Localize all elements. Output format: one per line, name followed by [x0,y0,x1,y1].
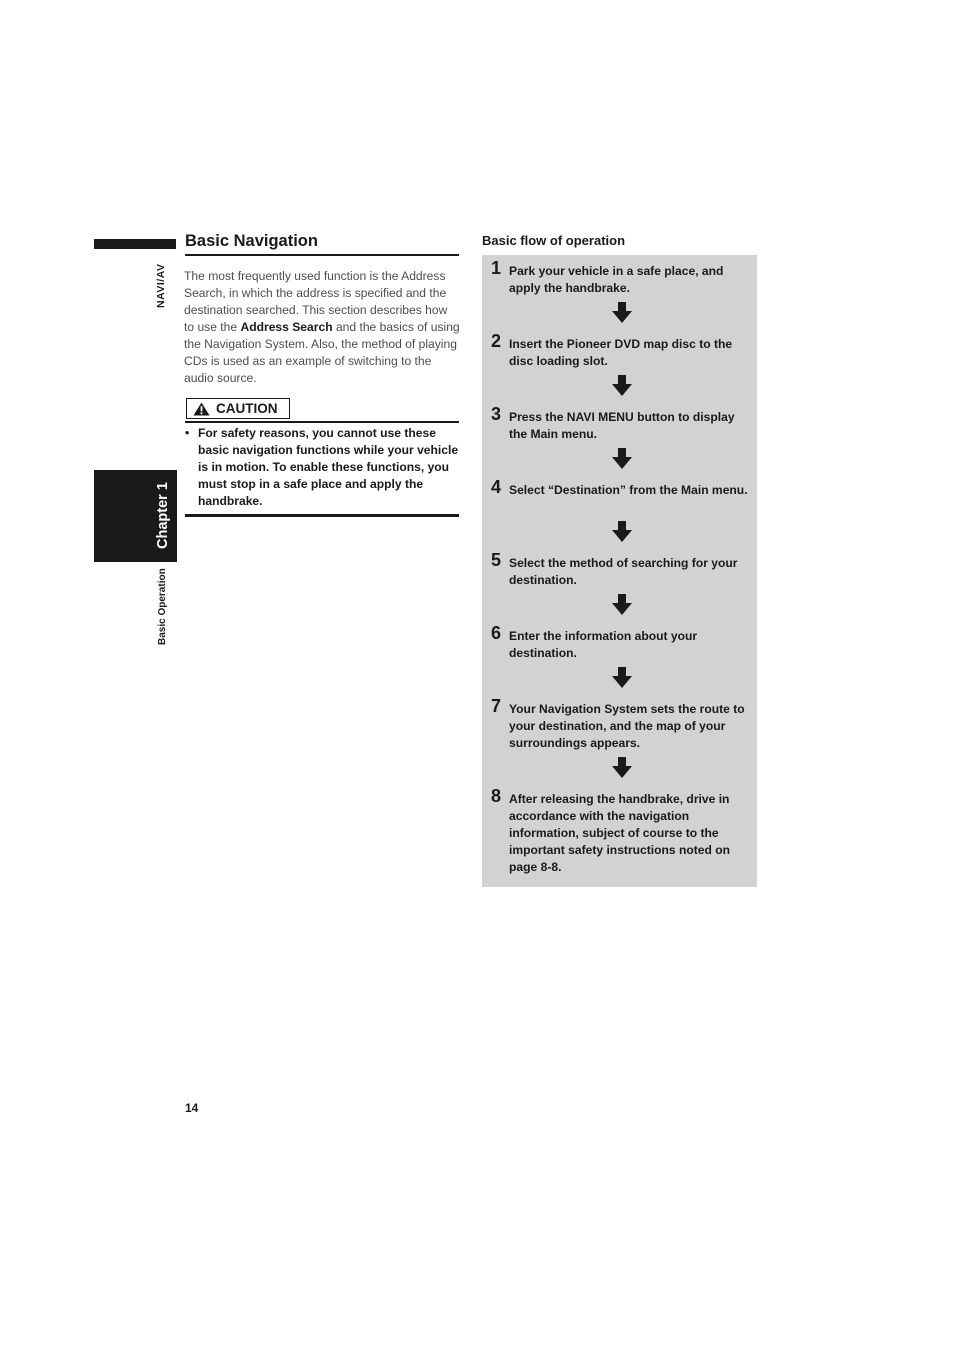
caution-divider-top [185,421,459,423]
section-title: Basic Navigation [185,232,459,256]
step-text: Enter the information about your destination. [509,629,698,660]
caution-divider-bottom [185,514,459,517]
arrow-down-icon [611,667,633,689]
step-number: 3 [491,404,502,424]
flow-step-7 [491,696,749,752]
step-text: Select the method of searching for your destination. [509,556,738,587]
step-number: 1 [491,258,502,278]
arrow-down-icon [611,757,633,779]
flow-step-4 [491,477,749,499]
flow-title: Basic flow of operation [482,233,626,248]
bullet: • [185,426,190,440]
intro-text-bold: Address Search [240,320,333,334]
step-number: 5 [491,550,502,570]
caution-item [185,425,459,510]
step-text: After releasing the handbrake, drive in accordance with the navigation information, subject of course to the important safety instructions noted on page 8-8. [509,792,731,874]
step-number: 8 [491,786,502,806]
caution-label: CAUTION [216,401,278,416]
flow-step-1 [491,258,749,297]
side-label-navi-av: NAVI/AV [155,263,167,308]
arrow-down-icon [611,375,633,397]
chapter-label: Chapter 1 [155,482,171,550]
caution-text: For safety reasons, you cannot use these basic navigation functions while your vehicle is in motion. To enable these functions, you must stop in a safe place and apply the handbrake. [198,426,459,508]
step-number: 4 [491,477,502,497]
step-number: 6 [491,623,502,643]
step-text: Insert the Pioneer DVD map disc to the disc loading slot. [509,337,733,368]
flow-step-6 [491,623,749,662]
flow-step-8 [491,786,749,876]
side-label-basic-operation: Basic Operation [157,568,168,645]
intro-text-2: and the basics of using the Navigation System. Also, the method of playing CDs is used as an example of switching to the audio source. [184,320,460,385]
arrow-down-icon [611,302,633,324]
arrow-down-icon [611,448,633,470]
flow-step-5 [491,550,749,589]
step-number: 7 [491,696,502,716]
flow-step-3 [491,404,749,443]
intro-text-1: The most frequently used function is the Address Search, in which the address is specified and the destination searched. This section describes how to use the [184,269,448,334]
caution-label-box [186,398,290,419]
arrow-down-icon [611,521,633,543]
page-number: 14 [185,1101,199,1115]
step-text: Your Navigation System sets the route to your destination, and the map of your surroundings appears. [509,702,745,750]
step-text: Press the NAVI MENU button to display the Main menu. [509,410,735,441]
warning-triangle-icon [193,402,210,416]
header-bar [94,239,176,249]
step-number: 2 [491,331,502,351]
intro-paragraph [184,268,460,387]
step-text: Park your vehicle in a safe place, and apply the handbrake. [509,264,724,295]
arrow-down-icon [611,594,633,616]
step-text: Select “Destination” from the Main menu. [509,483,748,497]
flow-step-2 [491,331,749,370]
